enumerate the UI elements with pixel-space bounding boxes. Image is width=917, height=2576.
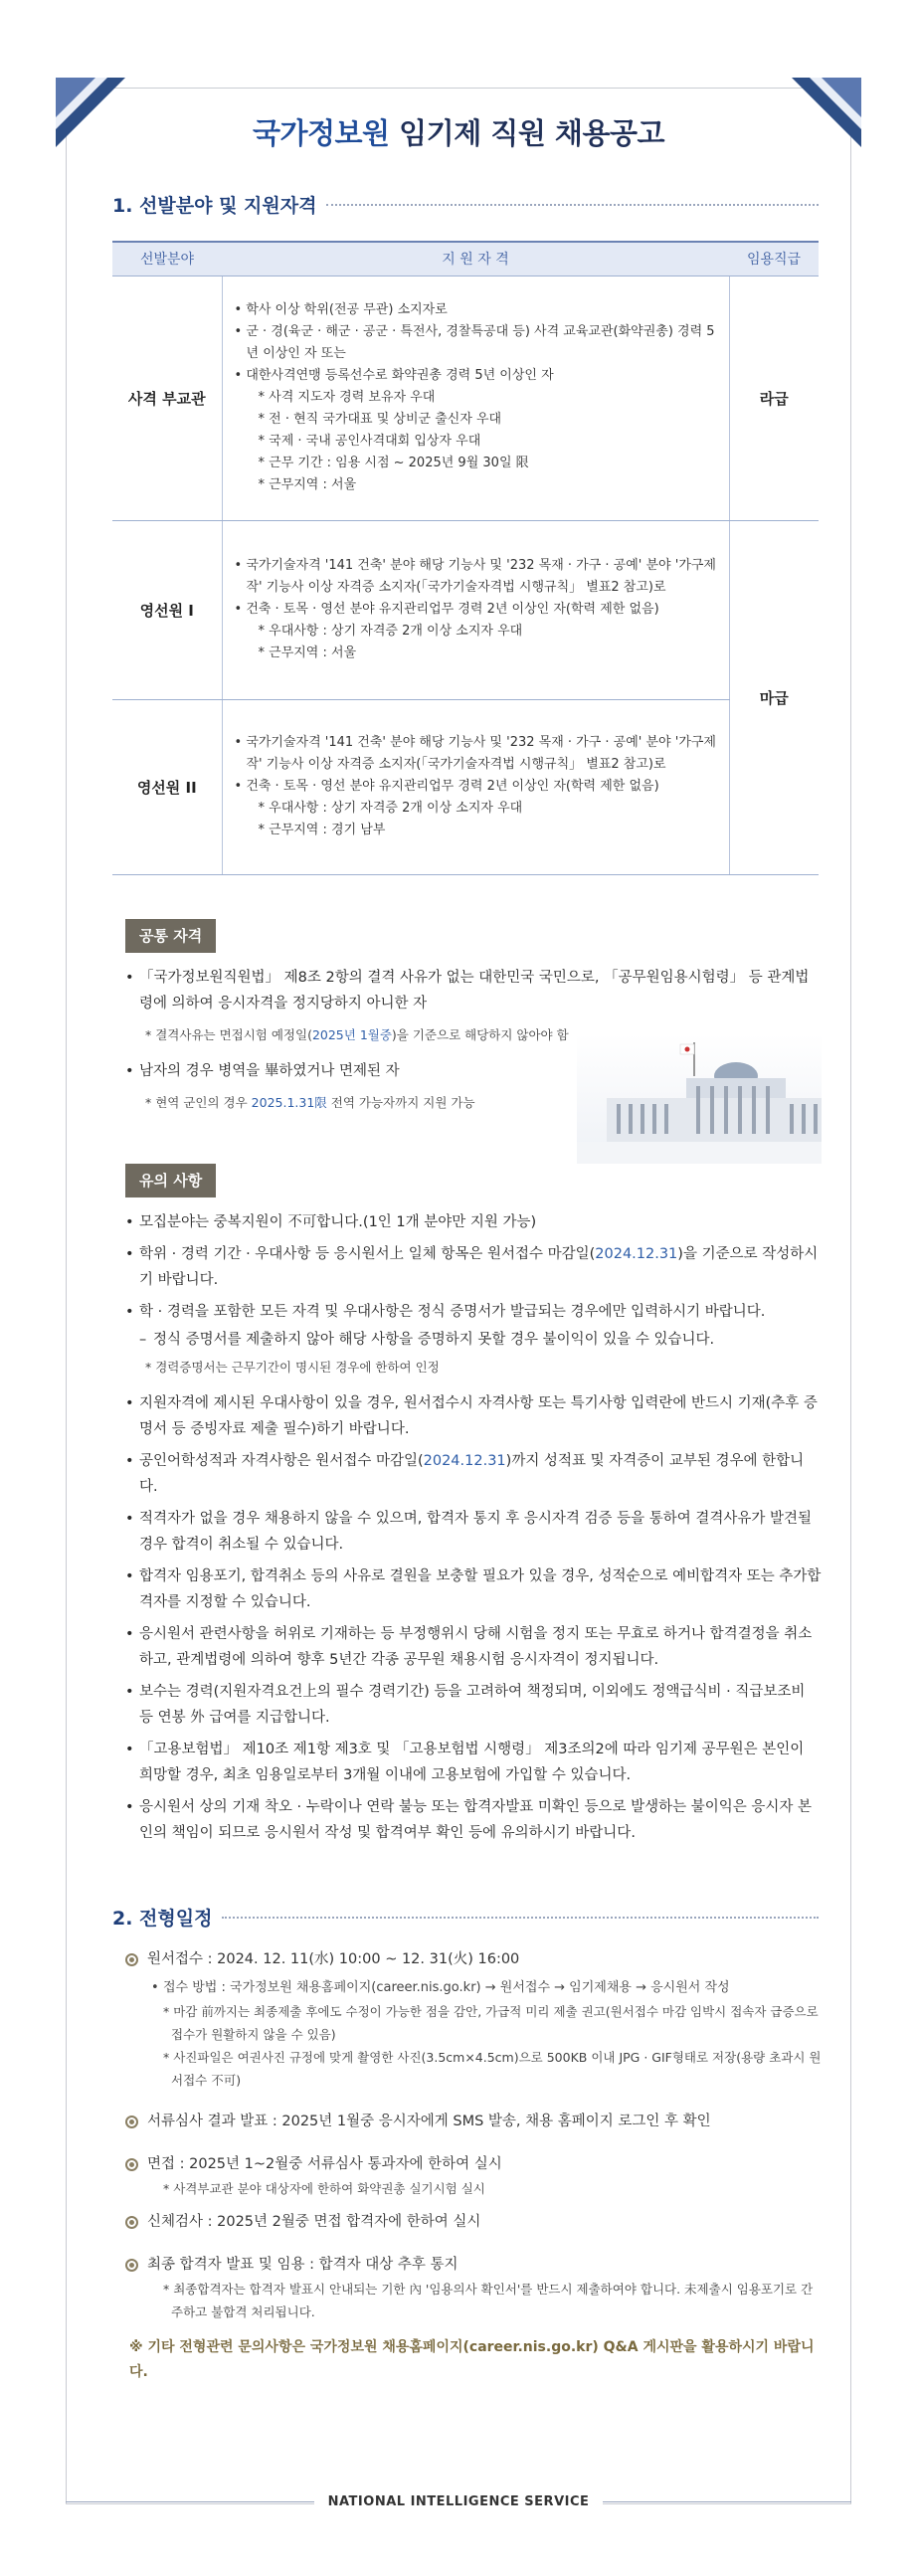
qual-bullet: • 학사 이상 학위(전공 무관) 소지자로 <box>234 302 448 317</box>
caution-text: 학위 · 경력 기간 · 우대사항 등 응시원서上 일체 항목은 원서접수 마감일( <box>139 1246 596 1262</box>
note-date: 2025년 1월중 <box>311 1027 392 1042</box>
caution-item: • 지원자격에 제시된 우대사항이 있을 경우, 원서접수시 자격사항 또는 특기사항 입력란에 반드시 기재(추후 증명서 등 증빙자료 제출 필수)하기 바랍니다. <box>125 1390 822 1442</box>
title-org: 국가정보원 <box>252 116 390 150</box>
inquiry-notice: ※ 기타 전형관련 문의사항은 국가정보원 채용홈페이지(career.nis.go.kr) Q&A 게시판을 활용하시기 바랍니다. <box>129 2339 815 2380</box>
schedule-item <box>125 1947 822 1972</box>
schedule-item <box>125 2152 822 2177</box>
schedule-note: * 사격부교관 분야 대상자에 한하여 화약권총 실기시험 실시 <box>163 2181 485 2196</box>
schedule-item <box>125 2210 822 2235</box>
table-row <box>112 520 819 699</box>
row-grade: 라급 <box>729 276 819 520</box>
schedule-note: * 사진파일은 여권사진 규정에 맞게 촬영한 사진(3.5cm×4.5cm)으로 500KB 이내 JPG · GIF형태로 저장(용량 초과시 원서접수 不可) <box>163 2050 822 2088</box>
common-item: • 「국가정보원직원법」 제8조 2항의 결격 사유가 없는 대한민국 국민으로, 「공무원임용시험령」 등 관계법령에 의하여 응시자격을 정지당하지 아니한 자 <box>125 965 812 1016</box>
qual-bullet: • 건축 · 토목 · 영선 분야 유지관리업무 경력 2년 이상인 자(학력 제한 없음) <box>234 602 659 617</box>
table-row <box>112 699 819 874</box>
circle-bullet-icon <box>125 1953 138 1966</box>
caution-item <box>125 1241 822 1293</box>
qual-note: * 사격 지도자 경력 보유자 우대 <box>258 390 436 405</box>
dotted-rule <box>326 204 819 206</box>
qual-note: * 우대사항 : 상기 자격증 2개 이상 소지자 우대 <box>258 624 523 639</box>
caution-item: • 응시원서 관련사항을 허위로 기재하는 등 부정행위시 당해 시험을 정지 또는 무효로 하거나 합격결정을 취소하고, 관계법령에 의하여 향후 5년간 각종 공무원 채용시험 응시자격이 정지됩니다. <box>125 1621 822 1673</box>
circle-bullet-icon <box>125 2116 138 2128</box>
qual-note: * 근무지역 : 경기 남부 <box>258 823 386 837</box>
section2-heading-text: 2. 전형일정 <box>112 1908 213 1930</box>
footer-rule <box>66 2501 314 2502</box>
qual-bullet: • 군 · 경(육군 · 해군 · 공군 · 특전사, 경찰특공대 등) 사격 교육교관(화약권총) 경력 5년 이상인 자 또는 <box>234 324 715 361</box>
caution-item: • 합격자 임용포기, 합격취소 등의 사유로 결원을 보충할 필요가 있을 경우, 성적순으로 예비합격자 또는 추가합격자를 지정할 수 있습니다. <box>125 1564 822 1615</box>
qual-note: * 국제 · 국내 공인사격대회 입상자 우대 <box>258 434 481 449</box>
schedule-text: 면접 : 2025년 1~2월중 서류심사 통과자에 한하여 실시 <box>147 2156 502 2172</box>
footer-text: NATIONAL INTELLIGENCE SERVICE <box>314 2494 604 2509</box>
footer <box>66 2494 851 2509</box>
schedule-item <box>125 2253 822 2278</box>
section1-heading <box>112 191 819 218</box>
schedule-sub: • 접수 방법 : 국가정보원 채용홈페이지(career.nis.go.kr) → 원서접수 → 임기제채용 → 응시원서 작성 <box>125 1976 822 2000</box>
caution-text: 공인어학성적과 자격사항은 원서접수 마감일( <box>139 1453 424 1469</box>
table-header-row <box>112 242 819 276</box>
qual-bullet: • 건축 · 토목 · 영선 분야 유지관리업무 경력 2년 이상인 자(학력 제한 없음) <box>234 779 659 794</box>
schedule-text: 서류심사 결과 발표 : 2025년 1월중 응시자에게 SMS 발송, 채용 홈페이지 로그인 후 확인 <box>147 2114 711 2129</box>
row-qualification <box>222 699 729 874</box>
schedule-text: 신체검사 : 2025년 2월중 면접 합격자에 한하여 실시 <box>147 2214 481 2230</box>
caution-text: )까지 성적표 및 자격증이 교부된 경우에 한합니다. <box>139 1453 805 1495</box>
section1-heading-text: 1. 선발분야 및 지원자격 <box>112 195 317 217</box>
note-date: 2025.1.31限 <box>251 1095 327 1110</box>
qual-bullet: • 국가기술자격 '141 건축' 분야 해당 기능사 및 '232 목재 · 가구 · 공예' 분야 '가구제작' 기능사 이상 자격증 소지자(「국가기술자격법 시행규칙」 별표2 참고)로 <box>234 735 716 772</box>
caution-date: 2024.12.31 <box>423 1453 506 1469</box>
caution-item: • 모집분야는 중복지원이 不可합니다.(1인 1개 분야만 지원 가능) <box>125 1209 822 1235</box>
title-text: 임기제 직원 채용공고 <box>399 116 664 150</box>
row-qualification <box>222 520 729 699</box>
row-field: 사격 부교관 <box>112 276 222 520</box>
qual-note: * 근무지역 : 서울 <box>258 477 357 492</box>
caution-section <box>125 1164 822 1852</box>
col-qualification: 지 원 자 격 <box>222 242 729 276</box>
qual-note: * 근무 기간 : 임용 시점 ~ 2025년 9월 30일 限 <box>258 456 529 470</box>
circle-bullet-icon <box>125 2216 138 2229</box>
table-row <box>112 276 819 520</box>
nis-building-illustration <box>577 1034 822 1164</box>
schedule-text: 최종 합격자 발표 및 임용 : 합격자 대상 추후 통지 <box>147 2257 458 2273</box>
schedule-note: * 마감 前까지는 최종제출 후에도 수정이 가능한 점을 감안, 가급적 미리 제출 권고(원서접수 마감 임박시 접속자 급증으로 접수가 원활하지 않을 수 있음) <box>163 2004 819 2042</box>
common-tag: 공통 자격 <box>125 919 216 953</box>
qual-text: 국가기술자격 '141 건축' 분야 해당 기능사 및 '232 목재 · 가구 · 공예' 분야 '가구제작' 기능사 이상 자격증 소지자(「국가기술자격법 시행규칙」 별표2 참고)로 <box>246 558 716 595</box>
footer-rule <box>603 2501 851 2502</box>
dotted-rule <box>222 1917 819 1919</box>
col-field: 선발분야 <box>112 242 222 276</box>
common-item: • 남자의 경우 병역을 畢하였거나 면제된 자 <box>125 1058 822 1084</box>
caution-date: 2024.12.31 <box>595 1246 678 1262</box>
schedule-note: * 최종합격자는 합격자 발표시 안내되는 기한 內 '임용의사 확인서'를 반드시 제출하여야 합니다. 未제출시 임용포기로 간주하고 불합격 처리됩니다. <box>163 2282 814 2319</box>
note-text: * 현역 군인의 경우 <box>145 1095 252 1110</box>
schedule-list <box>125 1947 822 2385</box>
schedule-text: 원서접수 : 2024. 12. 11(水) 10:00 ~ 12. 31(火) 16:00 <box>147 1951 520 1967</box>
circle-bullet-icon <box>125 2158 138 2171</box>
caution-item: • 보수는 경력(지원자격요건上의 필수 경력기간) 등을 고려하여 책정되며, 이외에도 정액급식비 · 직급보조비 등 연봉 外 급여를 지급합니다. <box>125 1679 822 1731</box>
schedule-item <box>125 2110 822 2134</box>
qual-note: * 우대사항 : 상기 자격증 2개 이상 소지자 우대 <box>258 801 523 816</box>
qual-text: 대한사격연맹 등록선수로 화약권총 경력 5년 이상인 자 <box>246 368 554 383</box>
qualification-table <box>112 241 819 875</box>
row-qualification <box>222 276 729 520</box>
note-text: 전역 가능자까지 지원 가능 <box>326 1095 475 1110</box>
row-grade: 마급 <box>729 520 819 874</box>
qual-text: 건축 · 토목 · 영선 분야 유지관리업무 경력 2년 이상인 자(학력 제한 없음) <box>246 602 659 617</box>
row-field: 영선원 II <box>112 699 222 874</box>
col-grade: 임용직급 <box>729 242 819 276</box>
qual-note: * 근무지역 : 서울 <box>258 645 357 660</box>
caution-item: • 응시원서 상의 기재 착오 · 누락이나 연락 불능 또는 합격자발표 미확인 등으로 발생하는 불이익은 응시자 본인의 책임이 되므로 응시원서 작성 및 합격여부 확인 등에 유의하시기 바랍니다. <box>125 1794 822 1846</box>
caution-tag: 유의 사항 <box>125 1164 216 1197</box>
page-title <box>0 111 917 152</box>
circle-bullet-icon <box>125 2259 138 2272</box>
caution-note: * 경력증명서는 근무기간이 명시된 경우에 한하여 인정 <box>145 1360 440 1375</box>
caution-text: )을 기준으로 작성하시기 바랍니다. <box>139 1246 819 1288</box>
row-field: 영선원 I <box>112 520 222 699</box>
section2-heading <box>112 1904 819 1931</box>
qual-note: * 전 · 현직 국가대표 및 상비군 출신자 우대 <box>258 412 502 427</box>
qual-text: 학사 이상 학위(전공 무관) 소지자로 <box>246 302 448 317</box>
qual-text: 건축 · 토목 · 영선 분야 유지관리업무 경력 2년 이상인 자(학력 제한 없음) <box>246 779 659 794</box>
qual-text: 군 · 경(육군 · 해군 · 공군 · 특전사, 경찰특공대 등) 사격 교육교관(화약권총) 경력 5년 이상인 자 또는 <box>246 324 715 361</box>
qual-text: 국가기술자격 '141 건축' 분야 해당 기능사 및 '232 목재 · 가구 · 공예' 분야 '가구제작' 기능사 이상 자격증 소지자(「국가기술자격법 시행규칙」 별표2 참고)로 <box>246 735 716 772</box>
qual-bullet: • 국가기술자격 '141 건축' 분야 해당 기능사 및 '232 목재 · 가구 · 공예' 분야 '가구제작' 기능사 이상 자격증 소지자(「국가기술자격법 시행규칙」 별표2 참고)로 <box>234 558 716 595</box>
caution-item: • 학 · 경력을 포함한 모든 자격 및 우대사항은 정식 증명서가 발급되는 경우에만 입력하시기 바랍니다. <box>125 1299 822 1325</box>
caution-item <box>125 1448 822 1500</box>
caution-item: • 적격자가 없을 경우 채용하지 않을 수 있으며, 합격자 통지 후 응시자격 검증 등을 통하여 결격사유가 발견될 경우 합격이 취소될 수 있습니다. <box>125 1506 822 1558</box>
qual-bullet: • 대한사격연맹 등록선수로 화약권총 경력 5년 이상인 자 <box>234 368 554 383</box>
note-text: * 결격사유는 면접시험 예정일( <box>145 1027 312 1042</box>
caution-item: • 「고용보험법」 제10조 제1항 제3호 및 「고용보험법 시행령」 제3조의2에 따라 임기제 공무원은 본인이 희망할 경우, 최초 임용일로부터 3개월 이내에 고용보험에 가입할 수 있습니다. <box>125 1737 822 1788</box>
caution-dash: – 정식 증명서를 제출하지 않아 해당 사항을 증명하지 못할 경우 불이익이 있을 수 있습니다. <box>125 1327 822 1353</box>
note-text: )을 기준으로 해당하지 않아야 함 <box>391 1027 569 1042</box>
